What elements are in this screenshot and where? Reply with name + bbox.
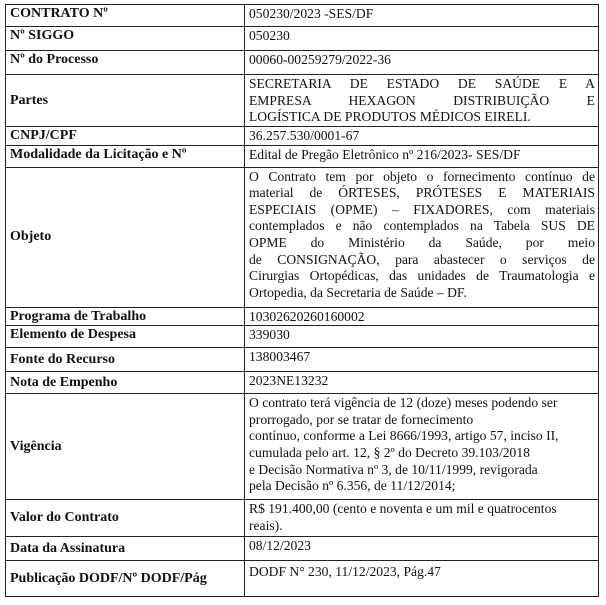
- row-value-partes: [245, 75, 599, 127]
- table-row: [6, 127, 599, 146]
- objeto-line: ESPECIAIS (OPME) – FIXADORES, com materiais: [249, 201, 595, 217]
- row-label-valor: Valor do Contrato: [6, 500, 245, 537]
- vigencia-line: e Decisão Normativa nº 3, de 10/11/1999, revigorada: [249, 461, 538, 477]
- table-row: [6, 326, 599, 348]
- row-label-modalidade: Modalidade da Licitação e Nº: [6, 145, 245, 167]
- vigencia-line: cumulada pelo art. 12, § 2º do Decreto 39.103/2018: [249, 444, 530, 460]
- row-value-empenho: 2023NE13232: [245, 372, 599, 394]
- row-label-siggo: Nº SIGGO: [6, 27, 245, 51]
- row-label-partes: Partes: [6, 75, 245, 127]
- row-value-valor: [245, 500, 599, 537]
- objeto-line: de CONSIGNAÇÃO, para abastecer o serviços de: [249, 251, 595, 267]
- table-row: [6, 500, 599, 537]
- objeto-line: OPME do Ministério da Saúde, por meio: [249, 234, 595, 250]
- row-value-modalidade: Edital de Pregão Eletrônico nº 216/2023- SES/DF: [245, 145, 599, 167]
- partes-line: SECRETARIA DE ESTADO DE SAÚDE E A: [249, 76, 595, 91]
- row-label-fonte: Fonte do Recurso: [6, 348, 245, 372]
- row-label-data: Data da Assinatura: [6, 537, 245, 561]
- row-label-empenho: Nota de Empenho: [6, 372, 245, 394]
- row-label-publicacao: Publicação DODF/Nº DODF/Pág: [6, 561, 245, 597]
- vigencia-line: contínuo, conforme a Lei 8666/1993, artigo 57, inciso II,: [249, 428, 559, 444]
- row-value-objeto: [245, 167, 599, 307]
- row-value-publicacao: DODF N° 230, 11/12/2023, Pág.47: [245, 561, 599, 597]
- row-label-vigencia: Vigência: [6, 394, 245, 500]
- row-label-contrato: CONTRATO Nº: [6, 5, 245, 27]
- table-row: [6, 27, 599, 51]
- row-value-fonte: 138003467: [245, 348, 599, 372]
- objeto-line: material de ÓRTESES, PRÓTESES E MATERIAIS: [249, 185, 595, 201]
- table-row: [6, 372, 599, 394]
- objeto-line: O Contrato tem por objeto o fornecimento contínuo de: [249, 168, 595, 184]
- row-value-contrato: 050230/2023 -SES/DF: [245, 5, 599, 27]
- objeto-line: contemplados e não contemplados na Tabela SUS DE: [249, 218, 595, 234]
- row-value-cnpj: 36.257.530/0001-67: [245, 127, 599, 146]
- table-row: [6, 5, 599, 27]
- objeto-line: Ortopedia, da Secretaria de Saúde – DF.: [249, 284, 467, 300]
- table-row: [6, 561, 599, 597]
- table-row: [6, 75, 599, 127]
- table-row: [6, 51, 599, 75]
- row-value-vigencia: [245, 394, 599, 500]
- row-label-elemento: Elemento de Despesa: [6, 326, 245, 348]
- row-label-programa: Programa de Trabalho: [6, 307, 245, 326]
- row-value-processo: 00060-00259279/2022-36: [245, 51, 599, 75]
- table-row: [6, 167, 599, 307]
- partes-line: EMPRESA HEXAGON DISTRIBUIÇÃO E: [249, 92, 595, 108]
- row-value-programa: 10302620260160002: [245, 307, 599, 326]
- valor-line: R$ 191.400,00 (cento e noventa e um mil e quatrocentos: [249, 501, 557, 517]
- row-label-processo: Nº do Processo: [6, 51, 245, 75]
- row-value-data: 08/12/2023: [245, 537, 599, 561]
- row-label-cnpj: CNPJ/CPF: [6, 127, 245, 146]
- table-row: [6, 348, 599, 372]
- objeto-line: Cirurgias Ortopédicas, das unidades de Traumatologia e: [249, 268, 595, 284]
- vigencia-line: prorrogado, por se tratar de fornecimento: [249, 411, 474, 427]
- table-row: [6, 145, 599, 167]
- table-row: [6, 394, 599, 500]
- row-label-objeto: Objeto: [6, 167, 245, 307]
- row-value-elemento: 339030: [245, 326, 599, 348]
- vigencia-line: O contrato terá vigência de 12 (doze) meses podendo ser: [249, 395, 558, 411]
- table-row: [6, 307, 599, 326]
- row-value-siggo: 050230: [245, 27, 599, 51]
- partes-line: LOGÍSTICA DE PRODUTOS MÉDICOS EIRELI.: [249, 109, 531, 125]
- valor-line: reais).: [249, 517, 283, 533]
- vigencia-line: pela Decisão nº 6.356, de 11/12/2014;: [249, 478, 456, 494]
- table-row: [6, 537, 599, 561]
- contract-summary-table: [5, 4, 599, 597]
